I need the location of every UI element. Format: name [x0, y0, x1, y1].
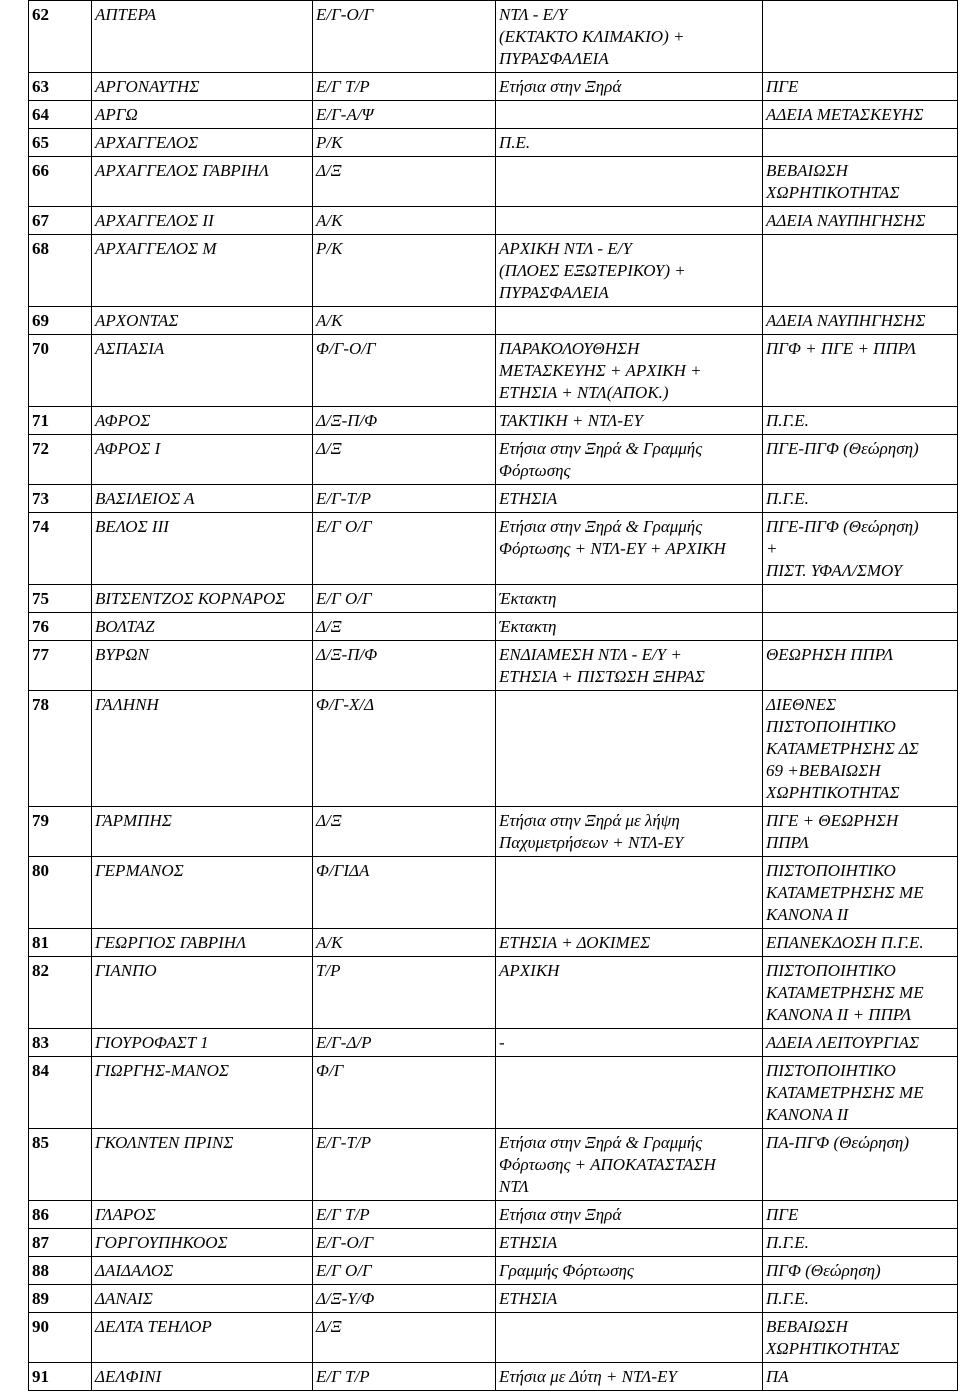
certificate-issued-cell [763, 235, 958, 307]
inspection-type-cell: ΤΑΚΤΙΚΗ + ΝΤΛ-ΕΥ [496, 407, 763, 435]
vessel-name-cell: ΑΡΧΑΓΓΕΛΟΣ ΓΑΒΡΙΗΛ [92, 157, 313, 207]
certificate-issued-cell [763, 585, 958, 613]
row-number-cell: 90 [29, 1313, 92, 1363]
inspection-type-cell: ΕΤΗΣΙΑ + ΔΟΚΙΜΕΣ [496, 929, 763, 957]
vessel-name-cell: ΑΡΧΑΓΓΕΛΟΣ [92, 129, 313, 157]
vessel-name-cell: ΑΡΧΟΝΤΑΣ [92, 307, 313, 335]
certificate-issued-cell [763, 613, 958, 641]
vessel-type-cell: Ε/Γ Τ/Ρ [313, 73, 496, 101]
row-number-cell: 69 [29, 307, 92, 335]
row-number-cell: 91 [29, 1363, 92, 1391]
inspection-type-cell [496, 157, 763, 207]
table-row [29, 101, 958, 129]
certificate-issued-cell: ΠΓΦ + ΠΓΕ + ΠΠΡΛ [763, 335, 958, 407]
inspection-type-cell: Έκτακτη [496, 585, 763, 613]
vessel-name-cell: ΑΦΡΟΣ [92, 407, 313, 435]
vessel-name-cell: ΑΣΠΑΣΙΑ [92, 335, 313, 407]
certificate-issued-cell: Π.Γ.Ε. [763, 1285, 958, 1313]
certificate-issued-cell: ΠΓΕ + ΘΕΩΡΗΣΗ ΠΠΡΛ [763, 807, 958, 857]
vessel-type-cell: Ρ/Κ [313, 129, 496, 157]
vessel-type-cell: Ε/Γ Τ/Ρ [313, 1201, 496, 1229]
certificate-issued-cell: ΠΓΕ-ΠΓΦ (Θεώρηση) + ΠΙΣΤ. ΥΦΑΛ/ΣΜΟΥ [763, 513, 958, 585]
table-row [29, 1057, 958, 1129]
vessel-type-cell: Δ/Ξ [313, 807, 496, 857]
vessel-type-cell: Δ/Ξ [313, 157, 496, 207]
row-number-cell: 63 [29, 73, 92, 101]
vessel-type-cell: Ε/Γ Ο/Γ [313, 513, 496, 585]
inspection-type-cell: ΑΡΧΙΚΗ [496, 957, 763, 1029]
table-row [29, 207, 958, 235]
table-row [29, 957, 958, 1029]
inspection-type-cell: - [496, 1029, 763, 1057]
vessel-name-cell: ΓΚΟΛΝΤΕΝ ΠΡΙΝΣ [92, 1129, 313, 1201]
inspection-type-cell [496, 691, 763, 807]
vessel-name-cell: ΒΙΤΣΕΝΤΖΟΣ ΚΟΡΝΑΡΟΣ [92, 585, 313, 613]
vessel-name-cell: ΒΥΡΩΝ [92, 641, 313, 691]
vessel-name-cell: ΓΟΡΓΟΥΠΗΚΟΟΣ [92, 1229, 313, 1257]
row-number-cell: 77 [29, 641, 92, 691]
table-row [29, 235, 958, 307]
row-number-cell: 82 [29, 957, 92, 1029]
table-row [29, 691, 958, 807]
table-row [29, 1313, 958, 1363]
row-number-cell: 80 [29, 857, 92, 929]
inspection-type-cell: Έκτακτη [496, 613, 763, 641]
row-number-cell: 65 [29, 129, 92, 157]
inspection-type-cell: Ετήσια στην Ξηρά [496, 1201, 763, 1229]
vessel-name-cell: ΑΡΓΩ [92, 101, 313, 129]
vessel-name-cell: ΑΡΧΑΓΓΕΛΟΣ ΙΙ [92, 207, 313, 235]
vessel-type-cell: Α/Κ [313, 929, 496, 957]
inspection-type-cell [496, 101, 763, 129]
vessel-name-cell: ΒΟΛΤΑΖ [92, 613, 313, 641]
inspection-type-cell: ΕΤΗΣΙΑ [496, 1285, 763, 1313]
vessel-type-cell: Ρ/Κ [313, 235, 496, 307]
table-row [29, 585, 958, 613]
vessel-name-cell: ΓΙΟΥΡΟΦΑΣΤ 1 [92, 1029, 313, 1057]
table-row [29, 129, 958, 157]
vessel-type-cell: Ε/Γ Τ/Ρ [313, 1363, 496, 1391]
row-number-cell: 62 [29, 1, 92, 73]
table-row [29, 1129, 958, 1201]
row-number-cell: 66 [29, 157, 92, 207]
inspection-type-cell: Ετήσια στην Ξηρά με λήψη Παχυμετρήσεων + ΝΤΛ-ΕΥ [496, 807, 763, 857]
certificate-issued-cell: ΒΕΒΑΙΩΣΗ ΧΩΡΗΤΙΚΟΤΗΤΑΣ [763, 157, 958, 207]
certificate-issued-cell: ΠΓΕ [763, 1201, 958, 1229]
certificate-issued-cell: ΠΙΣΤΟΠΟΙΗΤΙΚΟ ΚΑΤΑΜΕΤΡΗΣΗΣ ΜΕ ΚΑΝΟΝΑ ΙΙ [763, 1057, 958, 1129]
row-number-cell: 84 [29, 1057, 92, 1129]
row-number-cell: 85 [29, 1129, 92, 1201]
certificate-issued-cell: ΘΕΩΡΗΣΗ ΠΠΡΛ [763, 641, 958, 691]
certificate-issued-cell: ΑΔΕΙΑ ΛΕΙΤΟΥΡΓΙΑΣ [763, 1029, 958, 1057]
inspection-type-cell: Ετήσια στην Ξηρά & Γραμμής Φόρτωσης + ΝΤΛ-ΕΥ + ΑΡΧΙΚΗ [496, 513, 763, 585]
vessel-type-cell: Δ/Ξ-Υ/Φ [313, 1285, 496, 1313]
vessel-name-cell: ΔΕΛΤΑ ΤΕΗΛΟΡ [92, 1313, 313, 1363]
certificate-issued-cell: ΕΠΑΝΕΚΔΟΣΗ Π.Γ.Ε. [763, 929, 958, 957]
table-row [29, 641, 958, 691]
vessel-name-cell: ΑΦΡΟΣ Ι [92, 435, 313, 485]
certificate-issued-cell: Π.Γ.Ε. [763, 407, 958, 435]
vessel-name-cell: ΑΠΤΕΡΑ [92, 1, 313, 73]
certificate-issued-cell: Π.Γ.Ε. [763, 485, 958, 513]
vessel-name-cell: ΔΑΙΔΑΛΟΣ [92, 1257, 313, 1285]
vessel-type-cell: Ε/Γ-Ο/Γ [313, 1229, 496, 1257]
certificate-issued-cell: ΠΓΕ-ΠΓΦ (Θεώρηση) [763, 435, 958, 485]
certificate-issued-cell: ΠΙΣΤΟΠΟΙΗΤΙΚΟ ΚΑΤΑΜΕΤΡΗΣΗΣ ΜΕ ΚΑΝΟΝΑ ΙΙ [763, 857, 958, 929]
table-row [29, 73, 958, 101]
inspection-type-cell [496, 857, 763, 929]
certificate-issued-cell: ΔΙΕΘΝΕΣ ΠΙΣΤΟΠΟΙΗΤΙΚΟ ΚΑΤΑΜΕΤΡΗΣΗΣ ΔΣ 69 +ΒΕΒΑΙΩΣΗ ΧΩΡΗΤΙΚΟΤΗΤΑΣ [763, 691, 958, 807]
table-row [29, 335, 958, 407]
vessel-type-cell: Δ/Ξ-Π/Φ [313, 641, 496, 691]
vessel-type-cell: Ε/Γ Ο/Γ [313, 1257, 496, 1285]
inspection-type-cell: ΕΤΗΣΙΑ [496, 485, 763, 513]
vessel-type-cell: Ε/Γ-Ο/Γ [313, 1, 496, 73]
table-row [29, 513, 958, 585]
table-row [29, 857, 958, 929]
certificate-issued-cell [763, 129, 958, 157]
table-row [29, 157, 958, 207]
row-number-cell: 76 [29, 613, 92, 641]
vessel-type-cell: Δ/Ξ [313, 613, 496, 641]
vessel-type-cell: Τ/Ρ [313, 957, 496, 1029]
row-number-cell: 75 [29, 585, 92, 613]
row-number-cell: 72 [29, 435, 92, 485]
table-row [29, 1, 958, 73]
ship-inspection-table [28, 0, 958, 1391]
inspection-type-cell: Ετήσια στην Ξηρά [496, 73, 763, 101]
inspection-type-cell: ΕΤΗΣΙΑ [496, 1229, 763, 1257]
table-row [29, 1257, 958, 1285]
row-number-cell: 71 [29, 407, 92, 435]
inspection-type-cell: Ετήσια στην Ξηρά & Γραμμής Φόρτωσης [496, 435, 763, 485]
inspection-type-cell: Π.Ε. [496, 129, 763, 157]
table-row [29, 407, 958, 435]
row-number-cell: 89 [29, 1285, 92, 1313]
row-number-cell: 74 [29, 513, 92, 585]
vessel-name-cell: ΓΙΑΝΠΟ [92, 957, 313, 1029]
vessel-type-cell: Φ/Γ-Χ/Δ [313, 691, 496, 807]
vessel-type-cell: Δ/Ξ [313, 435, 496, 485]
vessel-name-cell: ΓΑΛΗΝΗ [92, 691, 313, 807]
row-number-cell: 79 [29, 807, 92, 857]
vessel-type-cell: Ε/Γ Ο/Γ [313, 585, 496, 613]
table-row [29, 1201, 958, 1229]
row-number-cell: 87 [29, 1229, 92, 1257]
vessel-name-cell: ΒΑΣΙΛΕΙΟΣ Α [92, 485, 313, 513]
certificate-issued-cell: ΠΓΦ (Θεώρηση) [763, 1257, 958, 1285]
vessel-type-cell: Α/Κ [313, 207, 496, 235]
inspection-type-cell: ΠΑΡΑΚΟΛΟΥΘΗΣΗ ΜΕΤΑΣΚΕΥΗΣ + ΑΡΧΙΚΗ + ΕΤΗΣΙΑ + ΝΤΛ(ΑΠΟΚ.) [496, 335, 763, 407]
vessel-type-cell: Α/Κ [313, 307, 496, 335]
table-body [29, 1, 958, 1391]
vessel-type-cell: Φ/Γ [313, 1057, 496, 1129]
table-row [29, 929, 958, 957]
table-row [29, 435, 958, 485]
vessel-type-cell: Φ/Γ-Ο/Γ [313, 335, 496, 407]
row-number-cell: 86 [29, 1201, 92, 1229]
certificate-issued-cell: ΑΔΕΙΑ ΝΑΥΠΗΓΗΣΗΣ [763, 307, 958, 335]
vessel-type-cell: Ε/Γ-Δ/Ρ [313, 1029, 496, 1057]
vessel-name-cell: ΓΕΩΡΓΙΟΣ ΓΑΒΡΙΗΛ [92, 929, 313, 957]
inspection-type-cell: ΝΤΛ - Ε/Υ (ΕΚΤΑΚΤΟ ΚΛΙΜΑΚΙΟ) + ΠΥΡΑΣΦΑΛΕΙΑ [496, 1, 763, 73]
inspection-type-cell [496, 1057, 763, 1129]
certificate-issued-cell: ΠΑ-ΠΓΦ (Θεώρηση) [763, 1129, 958, 1201]
vessel-type-cell: Ε/Γ-Τ/Ρ [313, 485, 496, 513]
row-number-cell: 70 [29, 335, 92, 407]
table-row [29, 613, 958, 641]
certificate-issued-cell: ΒΕΒΑΙΩΣΗ ΧΩΡΗΤΙΚΟΤΗΤΑΣ [763, 1313, 958, 1363]
vessel-name-cell: ΓΕΡΜΑΝΟΣ [92, 857, 313, 929]
vessel-type-cell: Δ/Ξ [313, 1313, 496, 1363]
table-row [29, 307, 958, 335]
table-row [29, 807, 958, 857]
row-number-cell: 64 [29, 101, 92, 129]
table-row [29, 1229, 958, 1257]
inspection-type-cell [496, 1313, 763, 1363]
vessel-name-cell: ΓΑΡΜΠΗΣ [92, 807, 313, 857]
inspection-type-cell: Γραμμής Φόρτωσης [496, 1257, 763, 1285]
table-row [29, 1285, 958, 1313]
table-row [29, 1029, 958, 1057]
certificate-issued-cell: ΑΔΕΙΑ ΜΕΤΑΣΚΕΥΗΣ [763, 101, 958, 129]
certificate-issued-cell: ΑΔΕΙΑ ΝΑΥΠΗΓΗΣΗΣ [763, 207, 958, 235]
certificate-issued-cell [763, 1, 958, 73]
vessel-type-cell: Ε/Γ-Τ/Ρ [313, 1129, 496, 1201]
certificate-issued-cell: ΠΙΣΤΟΠΟΙΗΤΙΚΟ ΚΑΤΑΜΕΤΡΗΣΗΣ ΜΕ ΚΑΝΟΝΑ ΙΙ + ΠΠΡΛ [763, 957, 958, 1029]
inspection-type-cell: Ετήσια στην Ξηρά & Γραμμής Φόρτωσης + ΑΠΟΚΑΤΑΣΤΑΣΗ ΝΤΛ [496, 1129, 763, 1201]
vessel-name-cell: ΒΕΛΟΣ ΙΙΙ [92, 513, 313, 585]
certificate-issued-cell: ΠΑ [763, 1363, 958, 1391]
row-number-cell: 81 [29, 929, 92, 957]
certificate-issued-cell: ΠΓΕ [763, 73, 958, 101]
row-number-cell: 78 [29, 691, 92, 807]
vessel-type-cell: Ε/Γ-Α/Ψ [313, 101, 496, 129]
vessel-name-cell: ΔΑΝΑΙΣ [92, 1285, 313, 1313]
vessel-name-cell: ΑΡΓΟΝΑΥΤΗΣ [92, 73, 313, 101]
row-number-cell: 67 [29, 207, 92, 235]
row-number-cell: 83 [29, 1029, 92, 1057]
inspection-type-cell: Ετήσια με Δύτη + ΝΤΛ-ΕΥ [496, 1363, 763, 1391]
inspection-type-cell: ΕΝΔΙΑΜΕΣΗ ΝΤΛ - Ε/Υ + ΕΤΗΣΙΑ + ΠΙΣΤΩΣΗ ΞΗΡΑΣ [496, 641, 763, 691]
certificate-issued-cell: Π.Γ.Ε. [763, 1229, 958, 1257]
vessel-name-cell: ΔΕΛΦΙΝΙ [92, 1363, 313, 1391]
vessel-type-cell: Φ/ΓΙΔΑ [313, 857, 496, 929]
row-number-cell: 88 [29, 1257, 92, 1285]
row-number-cell: 73 [29, 485, 92, 513]
inspection-type-cell [496, 207, 763, 235]
row-number-cell: 68 [29, 235, 92, 307]
vessel-name-cell: ΓΙΩΡΓΗΣ-ΜΑΝΟΣ [92, 1057, 313, 1129]
inspection-type-cell: ΑΡΧΙΚΗ ΝΤΛ - Ε/Υ (ΠΛΟΕΣ ΕΞΩΤΕΡΙΚΟΥ) + ΠΥΡΑΣΦΑΛΕΙΑ [496, 235, 763, 307]
vessel-name-cell: ΑΡΧΑΓΓΕΛΟΣ Μ [92, 235, 313, 307]
table-row [29, 1363, 958, 1391]
vessel-type-cell: Δ/Ξ-Π/Φ [313, 407, 496, 435]
inspection-type-cell [496, 307, 763, 335]
vessel-name-cell: ΓΛΑΡΟΣ [92, 1201, 313, 1229]
table-row [29, 485, 958, 513]
